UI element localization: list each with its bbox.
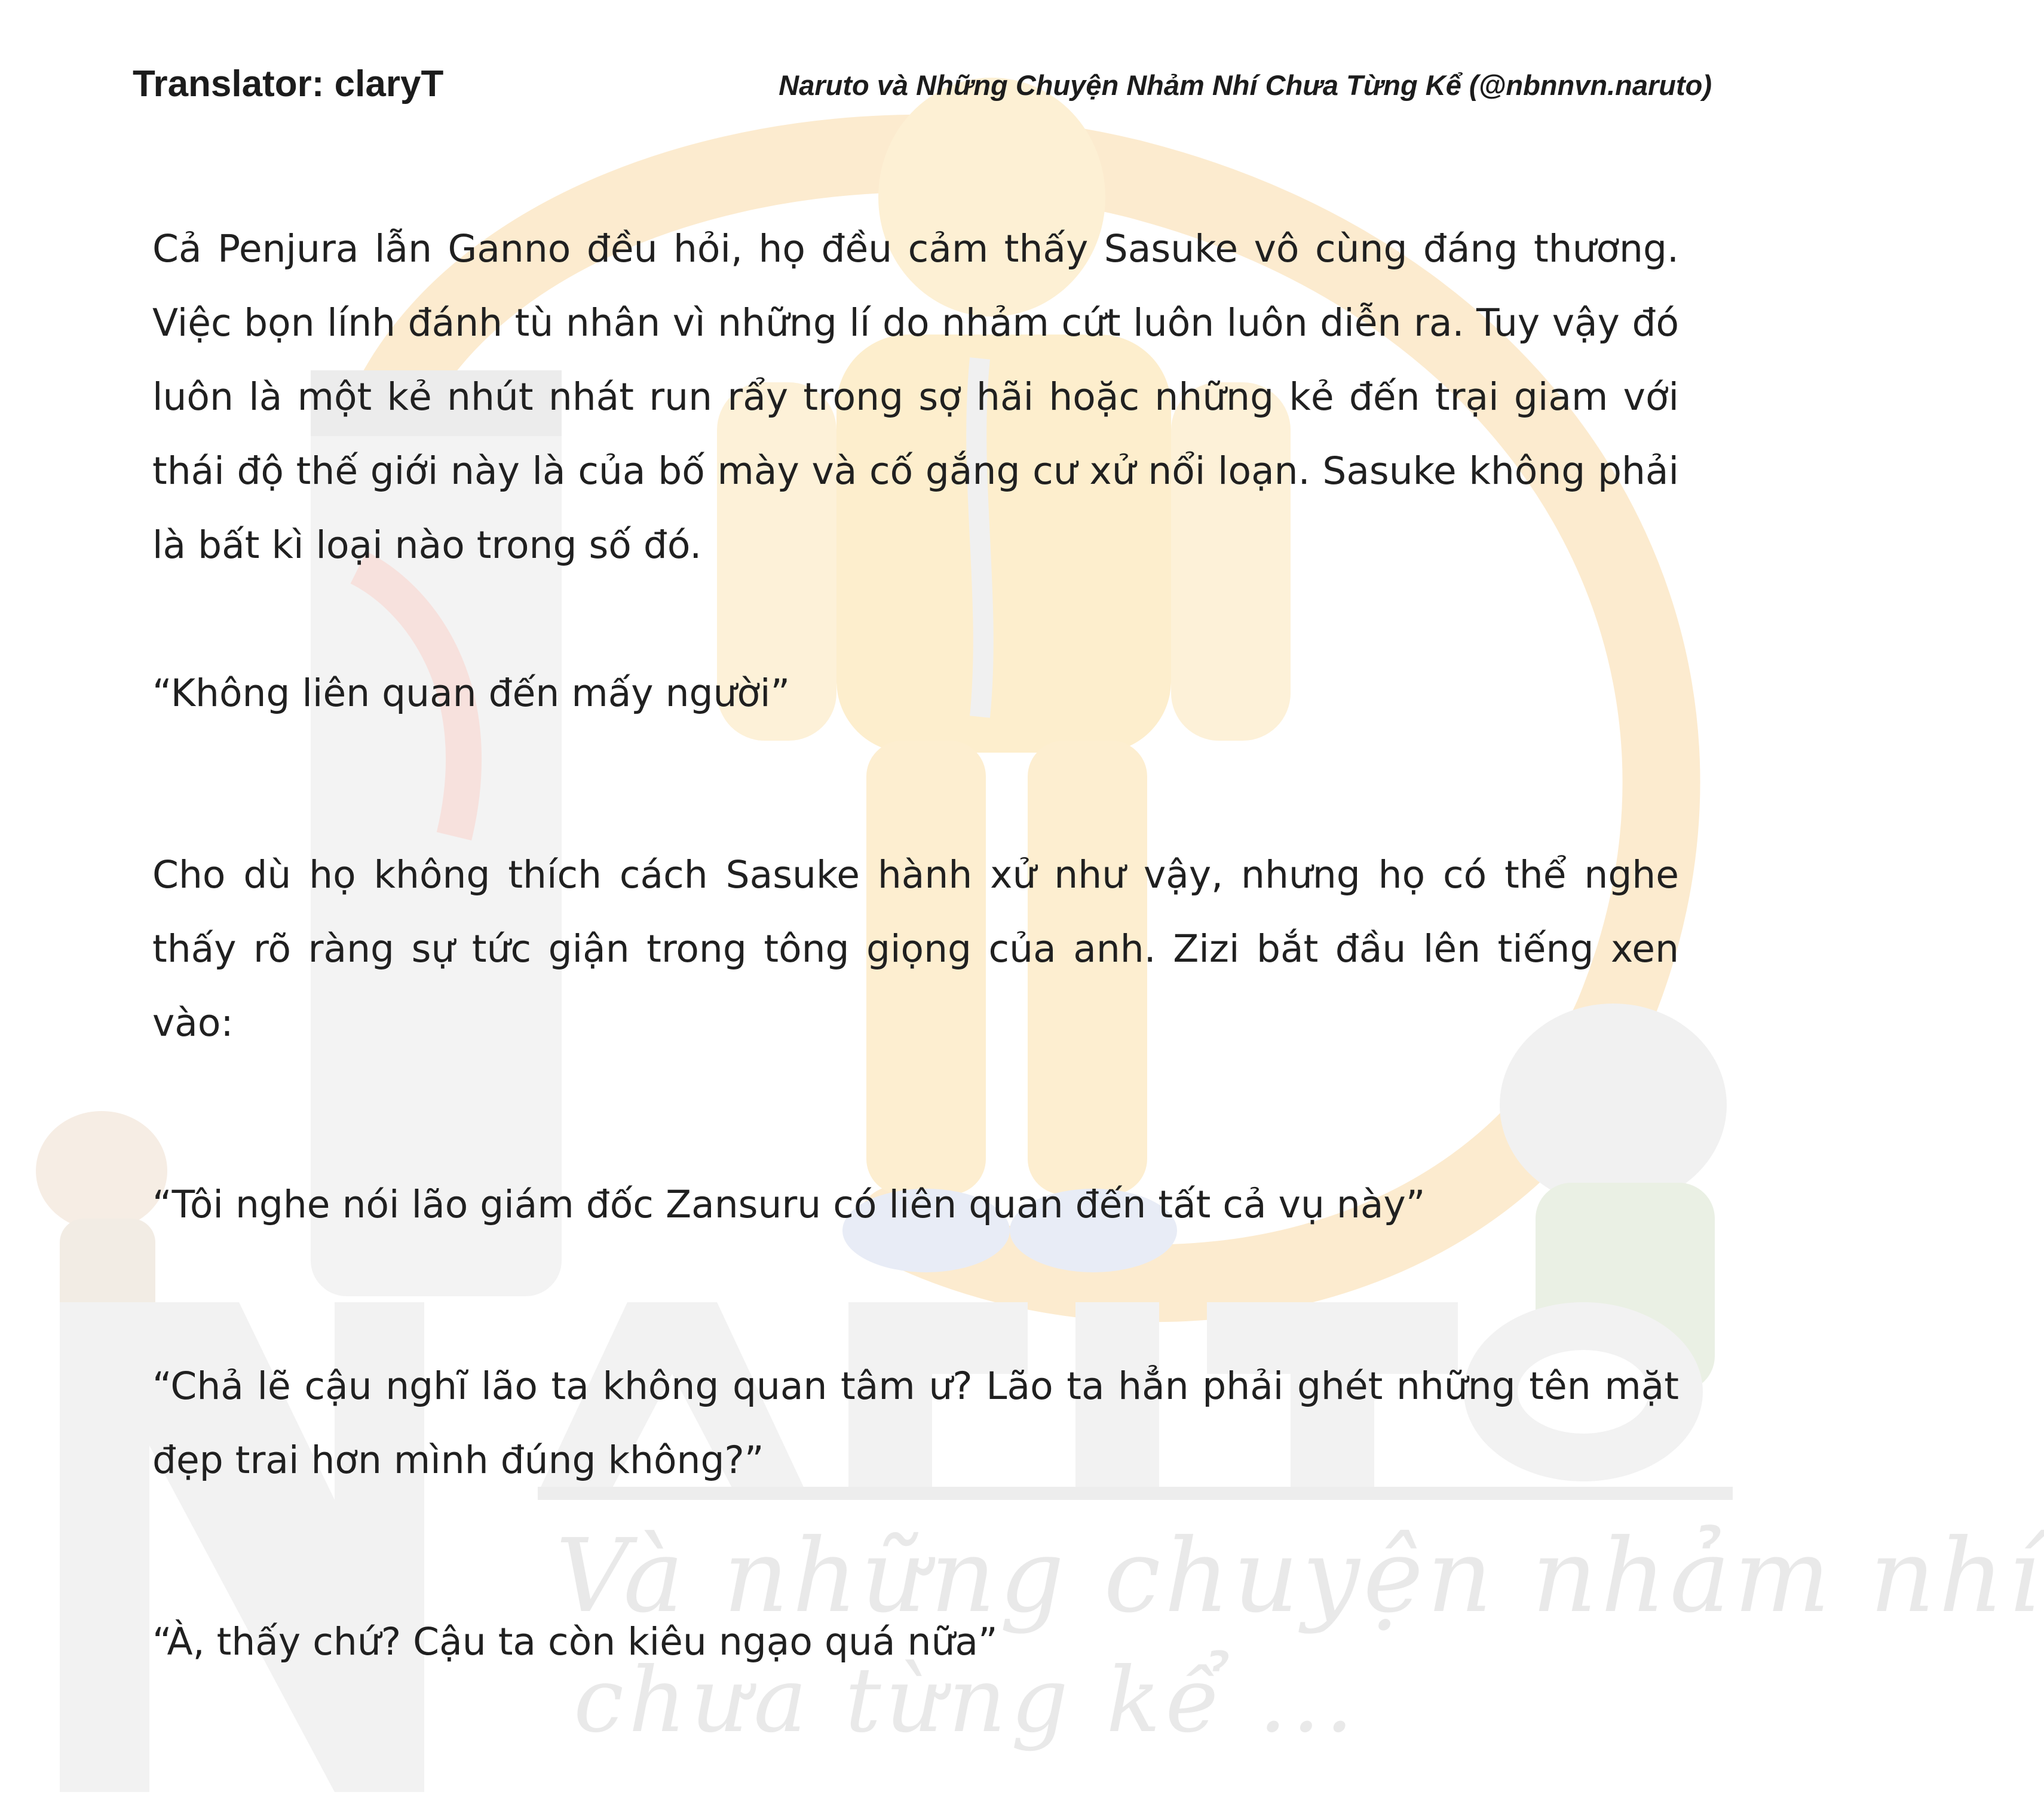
story-content	[152, 212, 1679, 1679]
translator-credit: Translator: claryT	[133, 63, 444, 105]
dialogue-1: “Không liên quan đến mấy người”	[152, 671, 790, 715]
dialogue-2: “Tôi nghe nói lão giám đốc Zansuru có liên quan đến tất cả vụ này”	[152, 1183, 1426, 1226]
dialogue-4: “À, thấy chứ? Cậu ta còn kiêu ngạo quá nữa”	[152, 1620, 998, 1664]
paragraph-2: Cho dù họ không thích cách Sasuke hành xử như vậy, nhưng họ có thể nghe thấy rõ ràng sự tức giận trong tông giọng của anh. Zizi bắt đầu lên tiếng xen vào:	[152, 853, 1679, 1045]
page-header	[0, 63, 1792, 116]
series-title: Naruto và Những Chuyện Nhảm Nhí Chưa Từng Kể (@nbnnvn.naruto)	[779, 69, 1712, 101]
paragraph-1: Cả Penjura lẫn Ganno đều hỏi, họ đều cảm thấy Sasuke vô cùng đáng thương. Việc bọn lính đánh tù nhân vì những lí do nhảm cứt luôn luôn diễn ra. Tuy vậy đó luôn là một kẻ nhút nhát run rẩy trong sợ hãi hoặc những kẻ đến trại giam với thái độ thế giới này là của bố mày và cố gắng cư xử nổi loạn. Sasuke không phải là bất kì loại nào trong số đó.	[152, 227, 1679, 567]
watermark-script-line1: Và những chuyện nhảm nhí	[556, 1517, 2044, 1636]
watermark-script-line2: chưa từng kể ...	[574, 1649, 1359, 1753]
dialogue-3: “Chả lẽ cậu nghĩ lão ta không quan tâm ư? Lão ta hẳn phải ghét những tên mặt đẹp trai hơn mình đúng không?”	[152, 1364, 1679, 1482]
